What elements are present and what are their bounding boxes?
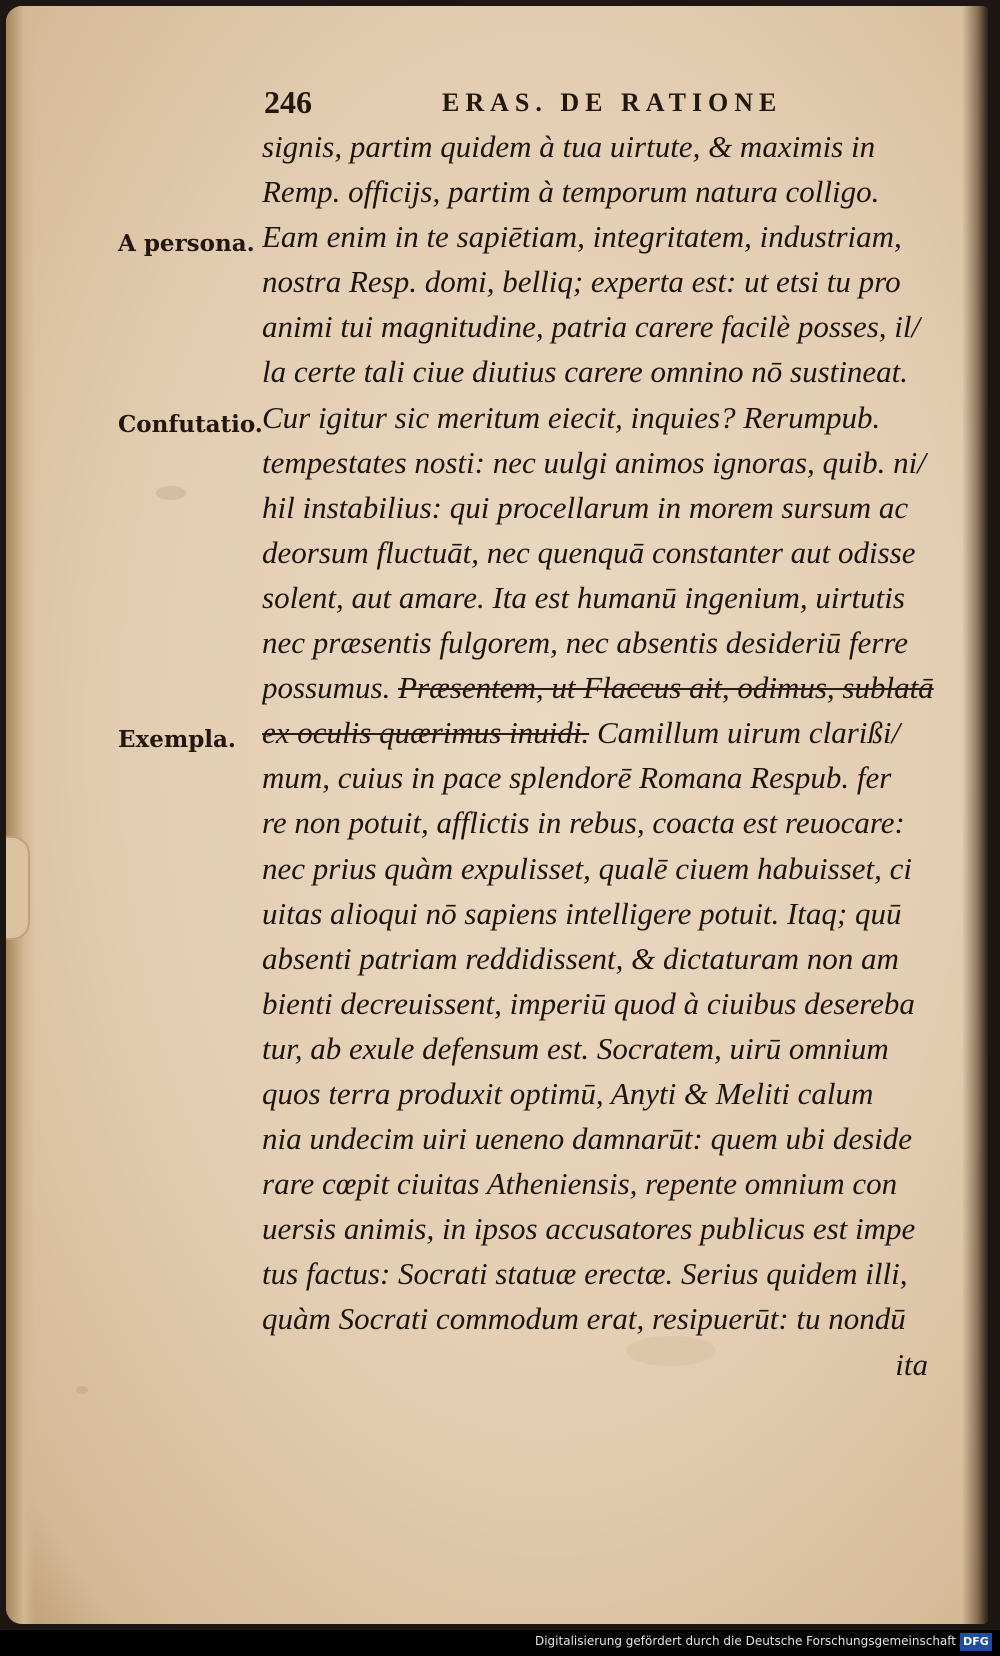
text-line: Cur igitur sic meritum eiecit, inquies? Rerumpub. (262, 399, 881, 435)
text-line: nec prius quàm expulisset, qualē ciuem habuisset, ci (262, 850, 913, 886)
text-segment: Camillum uirum clarißi/ (596, 715, 901, 751)
margin-note-persona: A persona. (118, 230, 255, 257)
body-text (262, 124, 934, 1387)
page-header (264, 84, 824, 124)
page-number: 246 (264, 84, 312, 120)
footer-bar (0, 1630, 1000, 1656)
catchword: ita (895, 1346, 928, 1382)
text-line: re non potuit, afflictis in rebus, coacta est reuocare: (262, 805, 905, 841)
text-line: absenti patriam reddidissent, & dictaturam non am (262, 940, 899, 976)
funding-credit: Digitalisierung gefördert durch die Deutsche Forschungsgemeinschaft (534, 1634, 956, 1648)
book-spine-shadow (962, 6, 988, 1624)
text-line: tur, ab exule defensum est. Socratem, uirū omnium (262, 1030, 889, 1066)
text-line: nostra Resp. domi, belliq; experta est: ut etsi tu pro (262, 264, 901, 300)
paper-stain (156, 486, 186, 500)
text-line: rare cœpit ciuitas Atheniensis, repente omnium con (262, 1166, 898, 1202)
running-title: ERAS. DE RATIONE (442, 88, 783, 117)
text-line: Remp. officijs, partim à temporum natura colligo. (262, 174, 880, 210)
text-line: nia undecim uiri ueneno damnarūt: quem ubi deside (262, 1121, 913, 1157)
text-segment: possumus. (262, 670, 391, 706)
margin-note-confutatio: Confutatio. (118, 411, 263, 438)
margin-note-exempla: Exempla. (118, 726, 236, 753)
text-line: solent, aut amare. Ita est humanū ingenium, uirtutis (262, 579, 905, 615)
page-tab-mark (6, 836, 30, 940)
text-line (262, 665, 934, 710)
text-line: deorsum fluctuāt, nec quenquā constanter aut odisse (262, 534, 916, 570)
book-page (6, 6, 988, 1624)
text-line: nec præsentis fulgorem, nec absentis desideriū ferre (262, 625, 909, 661)
text-line: la certe tali ciue diutius carere omnino nō sustineat. (262, 354, 909, 390)
text-line: quàm Socrati commodum erat, resipuerūt: tu nondū (262, 1301, 906, 1337)
text-line: hil instabilius: qui procellarum in morem sursum ac (262, 489, 909, 525)
text-line: signis, partim quidem à tua uirtute, & maximis in (262, 129, 876, 164)
text-line: tus factus: Socrati statuæ erectæ. Serius quidem illi, (262, 1256, 908, 1292)
text-line: uitas alioqui nō sapiens intelligere potuit. Itaq; quū (262, 895, 902, 931)
dfg-logo-icon: DFG (960, 1633, 992, 1651)
text-line: Eam enim in te sapiētiam, integritatem, industriam, (262, 219, 902, 255)
struck-text: ex oculis quærimus inuidi. (262, 715, 590, 751)
text-line: tempestates nosti: nec uulgi animos ignoras, quib. ni/ (262, 444, 926, 480)
struck-text: Præsentem, ut Flaccus ait, odimus, sublatā (398, 670, 934, 706)
page-left-edge (6, 6, 36, 1624)
text-line (262, 710, 934, 755)
text-line: bienti decreuissent, imperiū quod à ciuibus desereba (262, 985, 915, 1021)
text-line: mum, cuius in pace splendorē Romana Respub. fer (262, 760, 892, 796)
text-line: quos terra produxit optimū, Anyti & Meliti calum (262, 1075, 874, 1111)
text-line: animi tui magnitudine, patria carere facilè posses, il/ (262, 309, 921, 345)
text-line: uersis animis, in ipsos accusatores publicus est impe (262, 1211, 916, 1247)
paper-stain (76, 1386, 88, 1394)
